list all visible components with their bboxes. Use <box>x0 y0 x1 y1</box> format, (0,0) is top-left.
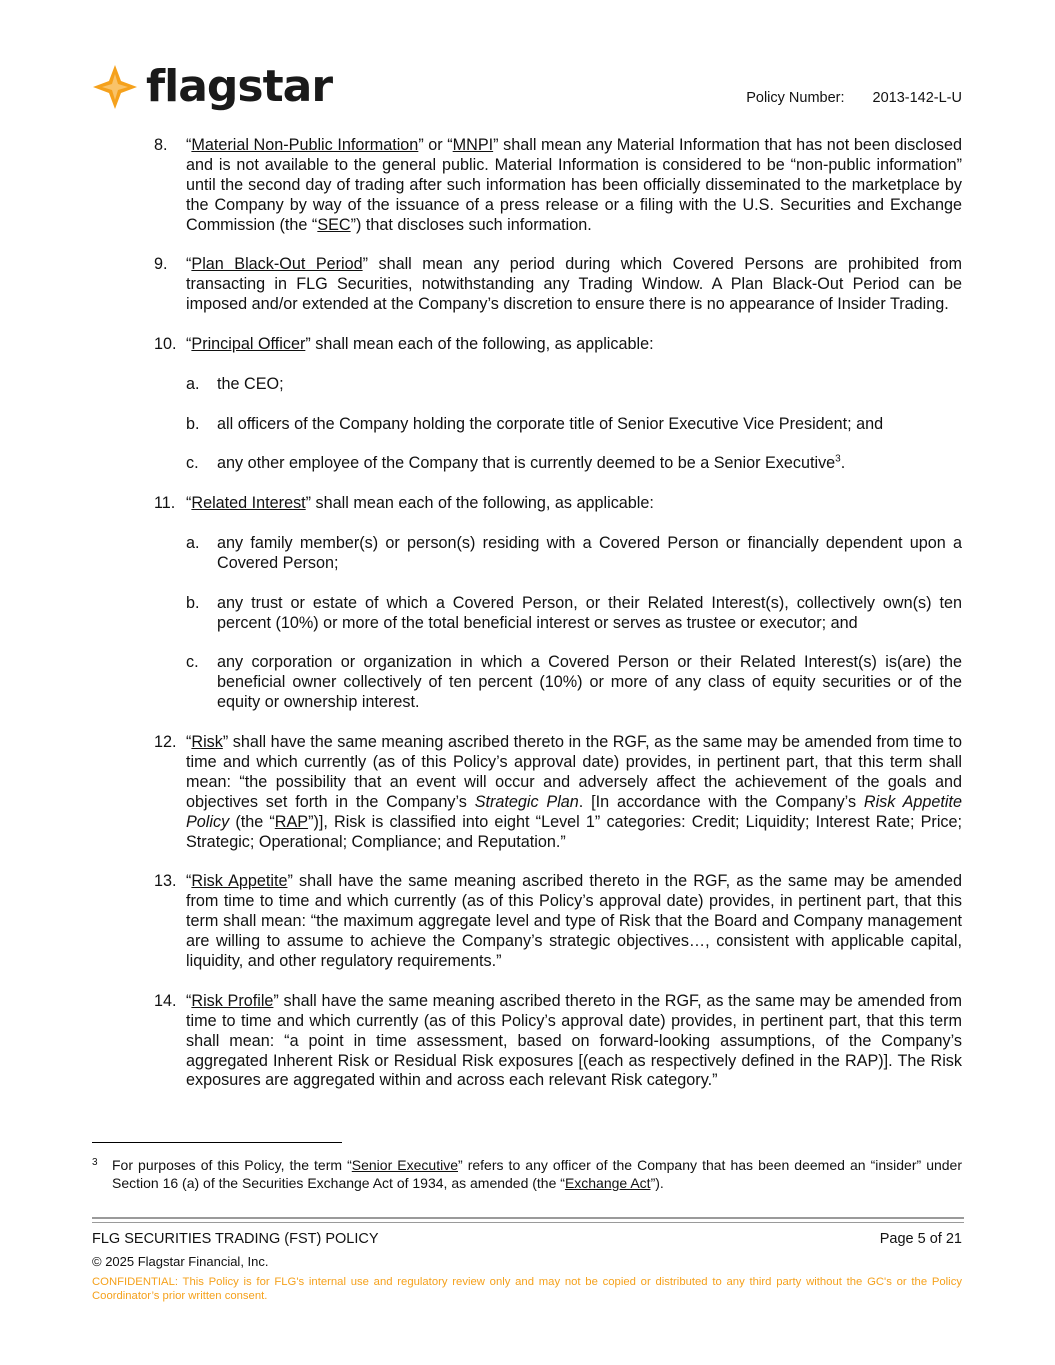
item-number: 12. <box>154 733 177 752</box>
item-number: 14. <box>154 991 177 1010</box>
definitions-list <box>154 136 962 1111</box>
sub-item-11a: a. any family member(s) or person(s) residing with a Covered Person or financially dependent upon a Covered Person; <box>186 534 962 572</box>
footer-divider <box>92 1217 964 1223</box>
footnote-number: 3 <box>92 1157 98 1168</box>
item-number: 11. <box>154 494 176 513</box>
defined-term: Risk <box>191 733 223 752</box>
defined-term: RAP <box>274 812 309 831</box>
footnote <box>92 1156 962 1192</box>
defined-term: Senior Executive <box>351 1157 458 1173</box>
sub-item-11b: b. any trust or estate of which a Covered Person, or their Related Interest(s), collectively own(s) ten percent (10%) or more of the total beneficial interest or serves as trustee or executor; and <box>186 593 962 632</box>
copyright-notice: © 2025 Flagstar Financial, Inc. <box>92 1254 269 1269</box>
defined-term: Risk Appetite <box>191 872 288 891</box>
item-text: “Related Interest” shall mean each of the following, as applicable: <box>186 494 654 513</box>
definition-item-14 <box>154 992 962 1092</box>
defined-term: Exchange Act <box>564 1175 651 1191</box>
page-header <box>92 60 962 116</box>
defined-term: Material Non-Public Information <box>191 136 419 154</box>
sub-item-10b: b. all officers of the Company holding the corporate title of Senior Executive Vice President; and <box>186 414 884 433</box>
confidentiality-notice: CONFIDENTIAL: This Policy is for FLG's internal use and regulatory review only and may not be copied or distributed to any third party without the GC's or the Policy Coordinator’s prior written consent. <box>92 1276 962 1302</box>
definition-item-11 <box>154 494 962 514</box>
footnote-reference: 3 <box>835 454 841 466</box>
sub-item-10c: c. any other employee of the Company that is currently deemed to be a Senior Executive$^3$. <box>186 454 846 473</box>
item-text: “Plan Black-Out Period” shall mean any period during which Covered Persons are prohibited from transacting in FLG Securities, notwithstanding any Trading Window. A Plan Black-Out Period can be imposed and/or extended at the Company’s discretion to ensure there is no appearance of Insider Trading. <box>186 255 962 314</box>
definition-item-12 <box>154 733 962 852</box>
item-number: 13. <box>154 872 177 891</box>
flagstar-star-icon <box>92 64 138 110</box>
defined-term: SEC <box>317 215 351 234</box>
defined-term: Related Interest <box>191 494 306 513</box>
defined-term: MNPI <box>452 136 494 154</box>
definition-item-10 <box>154 335 962 355</box>
policy-number <box>746 90 962 106</box>
definition-item-8 <box>154 136 962 236</box>
item-text: “Principal Officer” shall mean each of the following, as applicable: <box>186 335 654 354</box>
flagstar-logo <box>92 60 332 114</box>
item-number: 10. <box>154 335 177 354</box>
item-text: “Risk Appetite” shall have the same meaning ascribed thereto in the RGF, as the same may be amended from time to time and which currently (as of this Policy’s approval date) provides, in pertinent part, that this term shall mean: “the maximum aggregate level and type of Risk that the Board and Company management are willing to assume to achieve the Company’s strategic objectives…, consistent with applicable capital, liquidity, and other regulatory requirements.” <box>186 872 962 970</box>
sub-item-11c: c. any corporation or organization in which a Covered Person or their Related Interest(s) is(are) the beneficial owner collectively of ten percent (10%) or more of any class of equity securities or of the equity or ownership interest. <box>186 653 962 712</box>
definition-item-13 <box>154 872 962 972</box>
footnote-divider <box>92 1142 342 1143</box>
policy-number-value: 2013-142-L-U <box>872 90 962 106</box>
defined-term: Principal Officer <box>191 335 306 354</box>
defined-term: Plan Black-Out Period <box>191 255 363 274</box>
item-text: “Material Non-Public Information” or “MNPI” shall mean any Material Information that has not been disclosed and is not available to the general public. Material Information is considered to be “non-public information” until the second day of trading after such information has been officially disseminated to the marketplace by the Company by way of the issuance of a press release or a filing with the U.S. Securities and Exchange Commission (the “SEC”) that discloses such information. <box>186 136 962 234</box>
footer-policy-title: FLG SECURITIES TRADING (FST) POLICY <box>92 1231 379 1247</box>
item-text: “Risk Profile” shall have the same meaning ascribed thereto in the RGF, as the same may be amended from time to time and which currently (as of this Policy’s approval date) provides, in pertinent part, that this term shall mean: “a point in time assessment, based on forward-looking assumptions, of the Company’s aggregated Inherent Risk or Residual Risk exposures [(each as respectively defined in the RAP)]. The Risk exposures are aggregated within and across each relevant Risk category.” <box>186 991 962 1090</box>
logo-wordmark: flagstar <box>146 61 333 112</box>
item-number: 8. <box>154 136 168 154</box>
page-number: Page 5 of 21 <box>879 1231 962 1247</box>
footnote-text: For purposes of this Policy, the term “Senior Executive” refers to any officer of the Company that has been deemed an “insider” under Section 16 (a) of the Securities Exchange Act of 1934, as amended (the “Exchange Act”). <box>112 1157 962 1191</box>
policy-number-label: Policy Number: <box>746 90 845 106</box>
definition-item-9 <box>154 255 962 315</box>
item-text: “Risk” shall have the same meaning ascribed thereto in the RGF, as the same may be amended from time to time and which currently (as of this Policy’s approval date) provides, in pertinent part, that this term shall mean: “the possibility that an event will occur and adversely affect the achievement of the goals and objectives set forth in the Company’s Strategic Plan. [In accordance with the Company’s Risk Appetite Policy (the “RAP”)], Risk is classified into eight “Level 1” categories: Credit; Liquidity; Interest Rate; Price; Strategic; Operational; Compliance; and Reputation.” <box>186 733 963 851</box>
sub-item-10a: a. the CEO; <box>186 374 284 393</box>
defined-term: Risk Profile <box>191 991 274 1010</box>
item-number: 9. <box>154 255 168 274</box>
